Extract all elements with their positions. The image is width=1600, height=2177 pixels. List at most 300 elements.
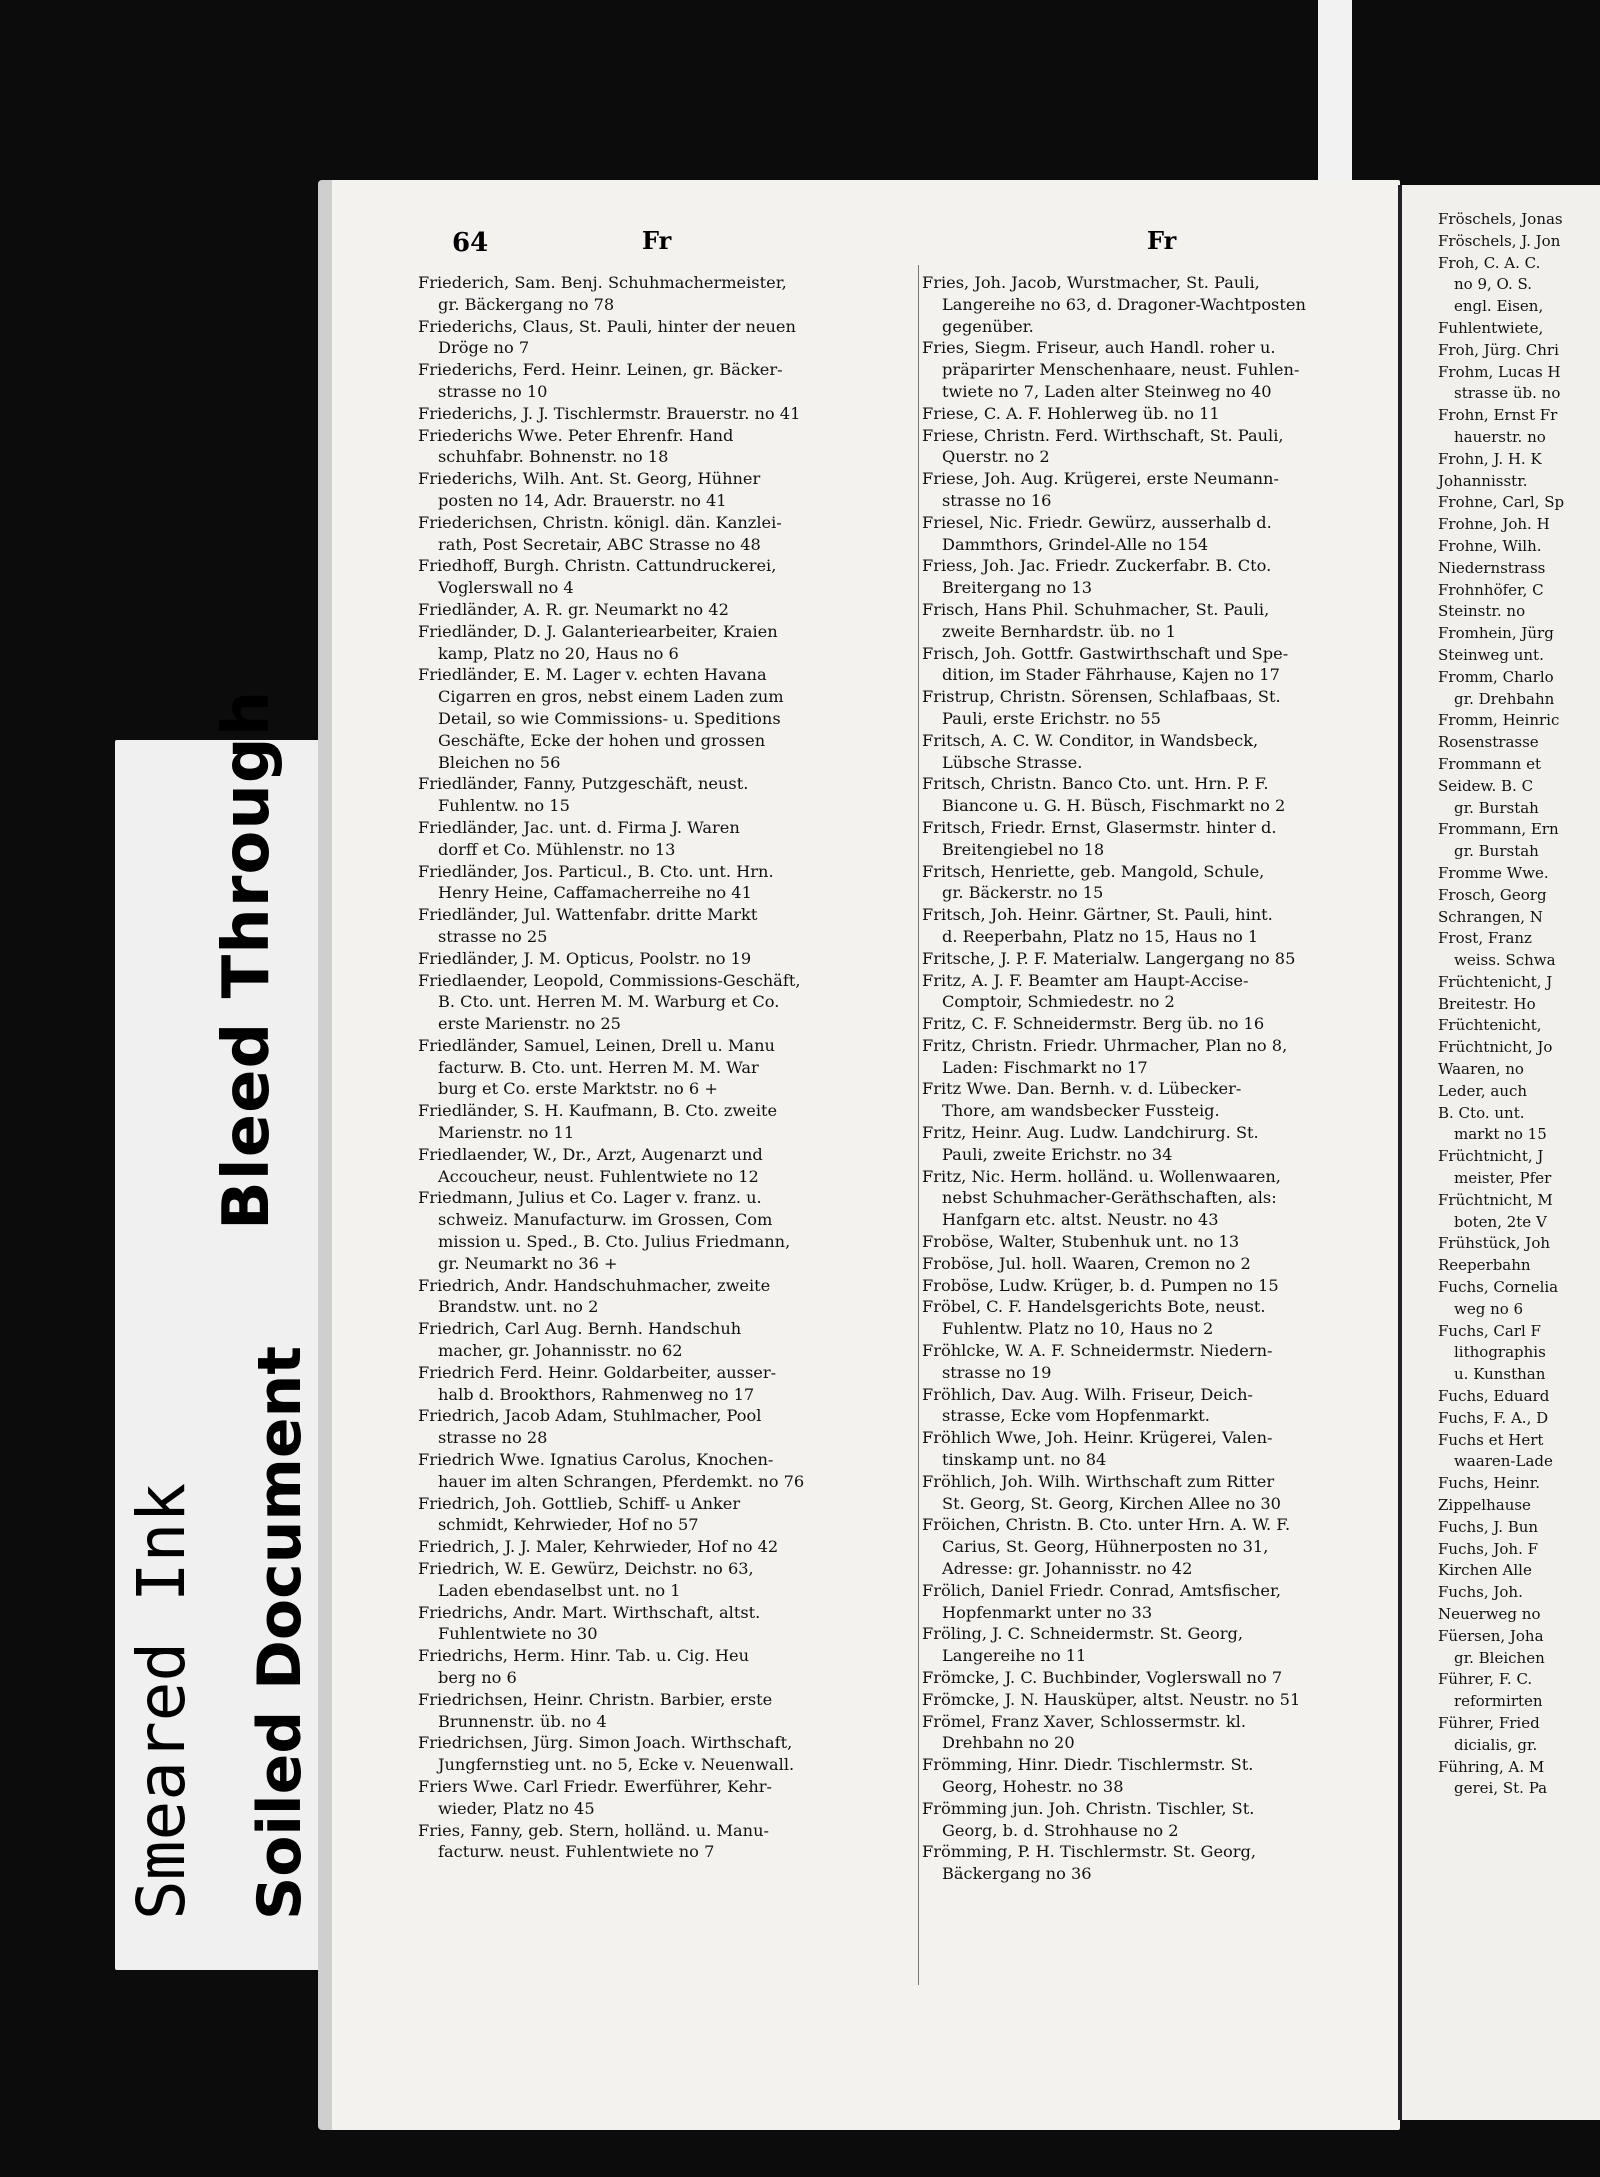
facing-page-line: no 9, O. S.: [1454, 275, 1533, 294]
entry-line: Friedrich, J. J. Maler, Kehrwieder, Hof no 42: [418, 1537, 779, 1557]
entry-line: Friedrich, Joh. Gottlieb, Schiff- u Anker: [418, 1493, 741, 1513]
entry-line: Friedrich, W. E. Gewürz, Deichstr. no 63,: [418, 1559, 754, 1579]
entry-line: dorff et Co. Mühlenstr. no 13: [438, 839, 676, 859]
entry-line: erste Marienstr. no 25: [438, 1014, 621, 1034]
entry-line: Marienstr. no 11: [438, 1123, 575, 1143]
book-page: [318, 180, 1400, 2130]
directory-entry: [922, 643, 1376, 687]
directory-entry: [922, 773, 1376, 817]
entry-line: Georg, Hohestr. no 38: [942, 1776, 1124, 1796]
entry-line: schweiz. Manufacturw. im Grossen, Com: [438, 1210, 773, 1230]
directory-entry: [922, 403, 1376, 425]
facing-page-line: u. Kunsthan: [1454, 1365, 1546, 1384]
entry-line: Accoucheur, neust. Fuhlentwiete no 12: [438, 1166, 759, 1186]
facing-page-line: Fromm, Heinric: [1438, 711, 1560, 730]
directory-entry: [418, 359, 866, 403]
directory-entry: [418, 817, 866, 861]
directory-entry: [922, 686, 1376, 730]
label-panel: [115, 689, 335, 1970]
entry-line: Friese, C. A. F. Hohlerweg üb. no 11: [922, 403, 1220, 423]
entry-line: strasse, Ecke vom Hopfenmarkt.: [942, 1406, 1210, 1426]
entry-line: Friesel, Nic. Friedr. Gewürz, ausserhalb d.: [922, 512, 1272, 532]
entry-line: wieder, Platz no 45: [438, 1798, 595, 1818]
entry-line: Frömcke, J. N. Hausküper, altst. Neustr. no 51: [922, 1689, 1301, 1709]
facing-page-line: gr. Bleichen: [1454, 1648, 1545, 1667]
entry-line: Fuhlentw. Platz no 10, Haus no 2: [942, 1319, 1214, 1339]
entry-line: Carius, St. Georg, Hühnerposten no 31,: [942, 1537, 1269, 1557]
directory-entry: [418, 555, 866, 599]
entry-line: halb d. Brookthors, Rahmenweg no 17: [438, 1384, 755, 1404]
entry-line: berg no 6: [438, 1668, 517, 1687]
directory-entry: [418, 621, 866, 665]
facing-page-line: Füersen, Joha: [1438, 1626, 1544, 1645]
entry-line: mission u. Sped., B. Cto. Julius Friedmann,: [438, 1232, 791, 1252]
entry-line: Fröichen, Christn. B. Cto. unter Hrn. A. W. F.: [922, 1515, 1291, 1535]
directory-entry: [418, 1362, 866, 1406]
facing-page-line: Froh, Jürg. Chri: [1438, 340, 1559, 359]
facing-page-line: Niedernstrass: [1438, 558, 1546, 577]
directory-entry: [922, 1231, 1376, 1253]
facing-page-line: Fuchs, J. Bun: [1438, 1517, 1539, 1536]
entry-line: Adresse: gr. Johannisstr. no 42: [942, 1559, 1193, 1579]
soiled-document-label: Soiled Document: [245, 1345, 315, 1920]
entry-line: Fritz, A. J. F. Beamter am Haupt-Accise-: [922, 970, 1249, 990]
entry-line: Friedländer, A. R. gr. Neumarkt no 42: [418, 599, 729, 619]
entry-line: Georg, b. d. Strohhause no 2: [942, 1820, 1179, 1840]
entry-line: Fritz, Christn. Friedr. Uhrmacher, Plan no 8,: [922, 1035, 1288, 1055]
entry-line: Frömel, Franz Xaver, Schlossermstr. kl.: [922, 1711, 1246, 1731]
entry-line: Detail, so wie Commissions- u. Speditions: [438, 708, 781, 728]
facing-page-line: meister, Pfer: [1454, 1169, 1552, 1188]
directory-entry: [418, 1275, 866, 1319]
directory-entry: [418, 1318, 866, 1362]
entry-line: Fritz, C. F. Schneidermstr. Berg üb. no 16: [922, 1014, 1265, 1034]
entry-line: Friedländer, D. J. Galanteriearbeiter, Kraien: [418, 621, 778, 641]
entry-line: Fröbel, C. F. Handelsgerichts Bote, neust.: [922, 1297, 1266, 1317]
directory-entry: [922, 1078, 1376, 1122]
facing-page-line: Fuhlentwiete,: [1438, 318, 1544, 337]
entry-line: Friedrich Wwe. Ignatius Carolus, Knochen-: [418, 1450, 774, 1470]
facing-page-line: markt no 15: [1454, 1125, 1547, 1144]
entry-line: strasse no 19: [942, 1362, 1052, 1382]
entry-line: Fritsch, Henriette, geb. Mangold, Schule,: [922, 861, 1265, 881]
entry-line: Jungfernstieg unt. no 5, Ecke v. Neuenwall.: [438, 1755, 795, 1775]
directory-entry: [922, 1253, 1376, 1275]
entry-line: Lübsche Strasse.: [942, 752, 1083, 772]
directory-entry: [922, 970, 1376, 1014]
smeared-ink-label: Smeared Ink: [123, 1482, 200, 1920]
column-divider: [918, 265, 919, 1985]
directory-entry: [922, 1035, 1376, 1079]
entry-line: Friedländer, Jos. Particul., B. Cto. unt. Hrn.: [418, 861, 774, 881]
facing-page-line: Neuerweg no: [1438, 1605, 1541, 1623]
entry-line: Frömming jun. Joh. Christn. Tischler, St.: [922, 1798, 1255, 1818]
entry-line: strasse no 25: [438, 926, 548, 946]
facing-page-line: hauerstr. no: [1454, 427, 1546, 446]
entry-line: zweite Bernhardstr. üb. no 1: [942, 621, 1176, 641]
entry-line: Friedlaender, Leopold, Commissions-Geschäft,: [418, 970, 801, 990]
facing-page-line: Reeperbahn: [1438, 1256, 1531, 1275]
directory-entry: [922, 512, 1376, 556]
entry-line: Henry Heine, Caffamacherreihe no 41: [438, 883, 752, 903]
directory-entry: [922, 1166, 1376, 1231]
directory-entry: [922, 730, 1376, 774]
facing-page-line: Frohne, Carl, Sp: [1438, 493, 1565, 512]
directory-entry: [418, 1558, 866, 1602]
entry-line: Brandstw. unt. no 2: [438, 1297, 599, 1317]
facing-page-line: gerei, St. Pa: [1454, 1779, 1548, 1798]
facing-page-line: weg no 6: [1454, 1299, 1524, 1318]
facing-page-line: Fuchs, Cornelia: [1438, 1278, 1559, 1297]
entry-line: Friedländer, J. M. Opticus, Poolstr. no 19: [418, 948, 752, 968]
entry-line: gr. Bäckerstr. no 15: [942, 883, 1104, 903]
facing-page-line: Fuchs, Joh.: [1438, 1583, 1523, 1602]
directory-entry: [922, 1296, 1376, 1340]
entry-line: Hopfenmarkt unter no 33: [942, 1602, 1153, 1622]
facing-page-line: Früchtenicht, J: [1438, 972, 1553, 991]
entry-line: Friese, Christn. Ferd. Wirthschaft, St. Pauli,: [922, 425, 1284, 445]
entry-line: Drehbahn no 20: [942, 1733, 1075, 1753]
entry-line: Frömming, Hinr. Diedr. Tischlermstr. St.: [922, 1755, 1254, 1775]
entry-line: Fröling, J. C. Schneidermstr. St. Georg,: [922, 1624, 1244, 1644]
directory-entry: [418, 1144, 866, 1188]
directory-entry: [418, 1732, 866, 1776]
directory-entry: [922, 904, 1376, 948]
entry-line: tinskamp unt. no 84: [942, 1450, 1107, 1470]
directory-entry: [922, 1754, 1376, 1798]
facing-page-line: boten, 2te V: [1454, 1212, 1547, 1231]
directory-entry: [418, 1776, 866, 1820]
entry-line: Breitergang no 13: [942, 578, 1093, 598]
entry-line: B. Cto. unt. Herren M. M. Warburg et Co.: [438, 992, 780, 1012]
entry-line: Fries, Joh. Jacob, Wurstmacher, St. Pauli,: [922, 273, 1260, 292]
directory-entry: [418, 1493, 866, 1537]
facing-page-line: Früchtnicht, Jo: [1438, 1038, 1553, 1057]
entry-line: Bleichen no 56: [438, 752, 561, 772]
entry-line: Dammthors, Grindel-Alle no 154: [942, 534, 1209, 554]
facing-page-line: Führer, Fried: [1438, 1713, 1540, 1732]
directory-entry: [922, 1711, 1376, 1755]
entry-line: facturw. B. Cto. unt. Herren M. M. War: [438, 1057, 759, 1077]
entry-line: gr. Bäckergang no 78: [438, 294, 615, 314]
entry-line: Frömcke, J. C. Buchbinder, Voglerswall no 7: [922, 1668, 1283, 1687]
entry-line: Froböse, Ludw. Krüger, b. d. Pumpen no 15: [922, 1275, 1279, 1295]
facing-page-line: Fuchs, Joh. F: [1438, 1539, 1539, 1558]
entry-line: Thore, am wandsbecker Fussteig.: [942, 1101, 1220, 1121]
entry-line: Frömming, P. H. Tischlermstr. St. Georg,: [922, 1842, 1257, 1862]
entry-line: Fristrup, Christn. Sörensen, Schlafbaas, St.: [922, 687, 1281, 707]
entry-line: Fritsche, J. P. F. Materialw. Langergang no 85: [922, 948, 1296, 968]
directory-entry: [418, 1035, 866, 1100]
entry-line: Fröhlich, Joh. Wilh. Wirthschaft zum Ritter: [922, 1471, 1275, 1491]
facing-page-line: Früchtnicht, M: [1438, 1190, 1553, 1209]
entry-line: Friedländer, Jac. unt. d. Firma J. Waren: [418, 817, 740, 837]
entry-line: Friedländer, S. H. Kaufmann, B. Cto. zweite: [418, 1101, 778, 1121]
entry-line: Friedmann, Julius et Co. Lager v. franz. u.: [418, 1188, 762, 1208]
entry-line: Hanfgarn etc. altst. Neustr. no 43: [942, 1210, 1219, 1230]
entry-line: twiete no 7, Laden alter Steinweg no 40: [942, 381, 1272, 401]
entry-line: Fröhlich Wwe, Joh. Heinr. Krügerei, Valen-: [922, 1428, 1273, 1448]
entry-line: Friedländer, Samuel, Leinen, Drell u. Manu: [418, 1035, 775, 1055]
facing-page-line: Frommann et: [1438, 754, 1541, 773]
facing-page-line: Fromhein, Jürg: [1438, 624, 1554, 643]
entry-line: Dröge no 7: [438, 338, 530, 358]
directory-entry: [418, 1405, 866, 1449]
facing-page-line: Frosch, Georg: [1438, 885, 1547, 904]
entry-line: Comptoir, Schmiedestr. no 2: [942, 992, 1175, 1012]
entry-line: Pauli, zweite Erichstr. no 34: [942, 1144, 1173, 1164]
facing-page-line: Rosenstrasse: [1438, 733, 1539, 752]
entry-line: Fuhlentwiete no 30: [438, 1624, 598, 1644]
directory-entry: [922, 1122, 1376, 1166]
entry-line: Friedrichs, Herm. Hinr. Tab. u. Cig. Heu: [418, 1646, 750, 1666]
entry-line: Fritsch, Joh. Heinr. Gärtner, St. Pauli, hint.: [922, 905, 1273, 925]
entry-line: Froböse, Jul. holl. Waaren, Cremon no 2: [922, 1253, 1251, 1273]
entry-line: Voglerswall no 4: [438, 578, 574, 598]
directory-entry: [418, 1645, 866, 1689]
facing-page-line: Frommann, Ern: [1438, 820, 1559, 839]
entry-line: strasse no 28: [438, 1428, 548, 1448]
directory-entry: [922, 948, 1376, 970]
entry-line: Friedrichsen, Jürg. Simon Joach. Wirthschaft,: [418, 1733, 793, 1753]
facing-page-line: Fuchs, Eduard: [1438, 1387, 1550, 1406]
facing-page-line: Seidew. B. C: [1438, 776, 1534, 795]
entry-line: Geschäfte, Ecke der hohen und grossen: [438, 730, 766, 750]
directory-entry: [922, 1013, 1376, 1035]
facing-page-line: Frohn, J. H. K: [1438, 449, 1542, 468]
facing-page-line: B. Cto. unt.: [1438, 1103, 1525, 1122]
entry-line: Friedländer, E. M. Lager v. echten Havana: [418, 665, 767, 685]
facing-page-line: Schrangen, N: [1438, 907, 1543, 926]
facing-page-line: Frohnhöfer, C: [1438, 580, 1544, 599]
directory-entry: [418, 468, 866, 512]
directory-entry: [418, 664, 866, 773]
facing-page-line: Führer, F. C.: [1438, 1670, 1533, 1689]
entry-line: Friedrich Ferd. Heinr. Goldarbeiter, ausser-: [418, 1362, 777, 1382]
entry-line: Frölich, Daniel Friedr. Conrad, Amtsfischer,: [922, 1580, 1282, 1600]
directory-entry: [418, 1602, 866, 1646]
entry-line: facturw. neust. Fuhlentwiete no 7: [438, 1842, 715, 1862]
facing-page-line: Johannisstr.: [1438, 471, 1528, 490]
entry-line: Friederichsen, Christn. königl. dän. Kanzlei-: [418, 512, 782, 532]
facing-page-line: Breitestr. Ho: [1438, 994, 1536, 1013]
directory-entry: [418, 1187, 866, 1274]
directory-entry: [922, 1514, 1376, 1579]
entry-line: Frisch, Hans Phil. Schuhmacher, St. Pauli,: [922, 599, 1270, 619]
entry-line: Friederichs Wwe. Peter Ehrenfr. Hand: [418, 425, 734, 445]
entry-line: Breitengiebel no 18: [942, 839, 1105, 859]
entry-line: gr. Neumarkt no 36 +: [438, 1253, 618, 1273]
entry-line: Frisch, Joh. Gottfr. Gastwirthschaft und Spe-: [922, 643, 1289, 663]
facing-page-line: Früchtnicht, J: [1438, 1147, 1544, 1166]
directory-entry: [418, 316, 866, 360]
entry-line: Friederichs, J. J. Tischlermstr. Brauerstr. no 41: [418, 403, 801, 423]
facing-page-line: Fromme Wwe.: [1438, 863, 1549, 882]
directory-entry: [922, 599, 1376, 643]
facing-page-line: Früchtenicht,: [1438, 1016, 1542, 1035]
entry-line: strasse no 16: [942, 490, 1052, 510]
entry-line: Friese, Joh. Aug. Krügerei, erste Neumann-: [922, 469, 1279, 489]
entry-line: Fröhlcke, W. A. F. Schneidermstr. Niedern-: [922, 1341, 1273, 1361]
facing-page-line: Führing, A. M: [1438, 1757, 1545, 1776]
facing-page-line: waaren-Lade: [1454, 1452, 1553, 1471]
facing-page-line: weiss. Schwa: [1454, 951, 1556, 970]
entry-line: Pauli, erste Erichstr. no 55: [942, 708, 1161, 728]
directory-entry: [922, 861, 1376, 905]
directory-entry: [922, 1798, 1376, 1842]
directory-entry: [922, 817, 1376, 861]
facing-page-line: Fröschels, Jonas: [1438, 210, 1563, 228]
entry-line: burg et Co. erste Marktstr. no 6 +: [438, 1079, 718, 1099]
facing-page-line: strasse üb. no: [1454, 384, 1561, 403]
directory-entry: [418, 512, 866, 556]
entry-line: kamp, Platz no 20, Haus no 6: [438, 643, 679, 663]
entry-line: Friedrichsen, Heinr. Christn. Barbier, erste: [418, 1689, 773, 1709]
entry-line: Fröhlich, Dav. Aug. Wilh. Friseur, Deich-: [922, 1384, 1254, 1404]
facing-page-line: lithographis: [1454, 1343, 1546, 1362]
directory-entry: [418, 1100, 866, 1144]
entry-line: Friedländer, Fanny, Putzgeschäft, neust.: [418, 774, 749, 794]
entry-line: St. Georg, St. Georg, Kirchen Allee no 30: [942, 1493, 1281, 1513]
facing-page-line: gr. Burstah: [1454, 798, 1539, 817]
facing-page-line: Fromm, Charlo: [1438, 667, 1554, 686]
entry-line: Langereihe no 63, d. Dragoner-Wachtposten: [942, 294, 1306, 314]
facing-page-line: Frühstück, Joh: [1438, 1234, 1551, 1253]
directory-entry: [922, 555, 1376, 599]
entry-line: Friedrich, Carl Aug. Bernh. Handschuh: [418, 1319, 742, 1339]
directory-entry: [418, 599, 866, 621]
facing-page-line: Fuchs, F. A., D: [1438, 1408, 1549, 1427]
entry-line: Laden ebendaselbst unt. no 1: [438, 1580, 681, 1600]
entry-line: hauer im alten Schrangen, Pferdemkt. no 76: [438, 1471, 805, 1491]
facing-page-line: gr. Burstah: [1454, 842, 1539, 861]
directory-entry: [418, 1536, 866, 1558]
facing-page-text: [1402, 185, 1600, 1800]
running-head-right: Fr: [1147, 226, 1177, 255]
entry-line: Fritz, Heinr. Aug. Ludw. Landchirurg. St.: [922, 1123, 1259, 1143]
entry-line: Friers Wwe. Carl Friedr. Ewerführer, Kehr-: [418, 1776, 772, 1796]
facing-page-line: Fröschels, J. Jon: [1438, 231, 1561, 250]
entry-line: dition, im Stader Fährhause, Kajen no 17: [942, 665, 1280, 685]
directory-entry: [418, 425, 866, 469]
entry-line: strasse no 10: [438, 381, 548, 401]
entry-line: Fritsch, A. C. W. Conditor, in Wandsbeck,: [922, 730, 1259, 750]
entry-line: Friederichs, Ferd. Heinr. Leinen, gr. Bäcker-: [418, 360, 783, 380]
facing-page-line: Zippelhause: [1438, 1496, 1531, 1515]
entry-line: Brunnenstr. üb. no 4: [438, 1711, 607, 1731]
facing-page-line: Steinstr. no: [1438, 602, 1526, 621]
facing-page-line: Frohn, Ernst Fr: [1438, 406, 1558, 425]
entry-line: Fritz Wwe. Dan. Bernh. v. d. Lübecker-: [922, 1079, 1242, 1099]
directory-entry: [922, 1275, 1376, 1297]
entry-line: Friedhoff, Burgh. Christn. Cattundruckerei,: [418, 556, 777, 576]
entry-line: schmidt, Kehrwieder, Hof no 57: [438, 1515, 699, 1535]
entry-line: Langereihe no 11: [942, 1646, 1087, 1666]
facing-page-line: Steinweg unt.: [1438, 645, 1544, 664]
facing-page-line: Fuchs, Heinr.: [1438, 1474, 1541, 1493]
entry-line: Friedrich, Andr. Handschuhmacher, zweite: [418, 1275, 771, 1295]
entry-line: Friederich, Sam. Benj. Schuhmachermeister,: [418, 273, 787, 292]
entry-line: Bäckergang no 36: [942, 1864, 1092, 1884]
entry-line: präparirter Menschenhaare, neust. Fuhlen-: [942, 360, 1300, 380]
entry-line: Friess, Joh. Jac. Friedr. Zuckerfabr. B. Cto.: [922, 556, 1272, 576]
facing-page-line: Frohm, Lucas H: [1438, 362, 1561, 381]
directory-entry: [922, 1667, 1376, 1689]
directory-entry: [922, 1427, 1376, 1471]
facing-page-line: Leder, auch: [1438, 1081, 1528, 1100]
directory-entry: [418, 1449, 866, 1493]
entry-line: rath, Post Secretair, ABC Strasse no 48: [438, 534, 761, 554]
directory-entry: [922, 337, 1376, 402]
facing-page-line: Fuchs, Carl F: [1438, 1321, 1541, 1340]
directory-entry: [418, 1689, 866, 1733]
entry-line: Friederichs, Wilh. Ant. St. Georg, Hühner: [418, 469, 761, 489]
entry-line: posten no 14, Adr. Brauerstr. no 41: [438, 490, 727, 510]
directory-entry: [922, 1384, 1376, 1428]
bleed-through-label: Bleed Through: [210, 689, 284, 1230]
entry-line: gegenüber.: [942, 316, 1034, 336]
directory-entry: [922, 1623, 1376, 1667]
directory-entry: [922, 425, 1376, 469]
directory-entry: [418, 773, 866, 817]
facing-page-line: Fuchs et Hert: [1438, 1430, 1544, 1449]
entry-line: nebst Schuhmacher-Geräthschaften, als:: [942, 1188, 1277, 1208]
entry-line: Friedlaender, W., Dr., Arzt, Augenarzt und: [418, 1144, 763, 1164]
entry-line: Biancone u. G. H. Büsch, Fischmarkt no 2: [942, 796, 1286, 816]
entry-line: Froböse, Walter, Stubenhuk unt. no 13: [922, 1232, 1240, 1252]
facing-page-line: gr. Drehbahn: [1454, 689, 1555, 708]
facing-page-line: dicialis, gr.: [1454, 1735, 1538, 1754]
entry-line: Friedrichs, Andr. Mart. Wirthschaft, altst.: [418, 1602, 761, 1622]
directory-entry: [418, 861, 866, 905]
directory-entry: [418, 904, 866, 948]
directory-entry: [418, 948, 866, 970]
entry-line: Laden: Fischmarkt no 17: [942, 1057, 1148, 1077]
entry-line: Cigarren en gros, nebst einem Laden zum: [438, 687, 784, 707]
directory-entry: [922, 272, 1376, 337]
right-column: [922, 272, 1376, 1885]
directory-entry: [922, 1340, 1376, 1384]
directory-entry: [418, 403, 866, 425]
directory-entry: [418, 272, 866, 316]
entry-line: Fries, Fanny, geb. Stern, holländ. u. Manu-: [418, 1820, 769, 1840]
facing-page-line: Kirchen Alle: [1438, 1561, 1532, 1580]
entry-line: Fritsch, Friedr. Ernst, Glasermstr. hinter d.: [922, 817, 1277, 837]
entry-line: Friedländer, Jul. Wattenfabr. dritte Markt: [418, 905, 758, 925]
facing-page-line: Frost, Franz: [1438, 929, 1532, 948]
entry-line: Friederichs, Claus, St. Pauli, hinter der neuen: [418, 316, 796, 336]
left-column: [418, 272, 866, 1863]
facing-page-line: engl. Eisen,: [1454, 297, 1544, 316]
entry-line: macher, gr. Johannisstr. no 62: [438, 1341, 683, 1361]
entry-line: Friedrich, Jacob Adam, Stuhlmacher, Pool: [418, 1406, 762, 1426]
facing-page-line: Waaren, no: [1438, 1060, 1524, 1079]
entry-line: Fritz, Nic. Herm. holländ. u. Wollenwaaren,: [922, 1166, 1281, 1186]
directory-entry: [922, 1841, 1376, 1885]
directory-entry: [418, 1820, 866, 1864]
facing-page-line: Froh, C. A. C.: [1438, 253, 1541, 272]
directory-entry: [922, 468, 1376, 512]
directory-entry: [418, 970, 866, 1035]
facing-page-line: Frohne, Wilh.: [1438, 536, 1542, 555]
facing-page-line: Frohne, Joh. H: [1438, 515, 1550, 534]
facing-page: [1398, 185, 1600, 2120]
entry-line: Fuhlentw. no 15: [438, 796, 570, 816]
directory-entry: [922, 1689, 1376, 1711]
entry-line: Querstr. no 2: [942, 447, 1050, 467]
entry-line: Fries, Siegm. Friseur, auch Handl. roher u.: [922, 338, 1276, 358]
entry-line: d. Reeperbahn, Platz no 15, Haus no 1: [942, 926, 1259, 946]
